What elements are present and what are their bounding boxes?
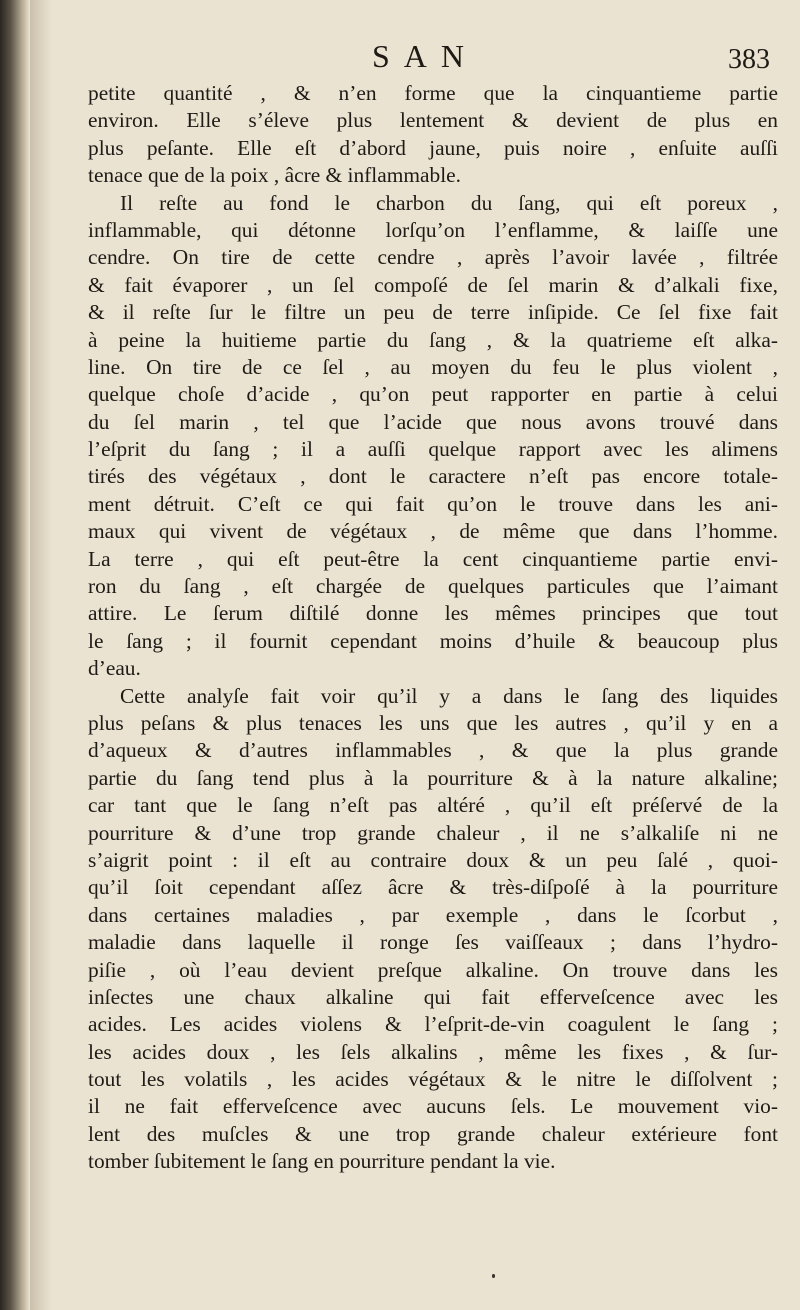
text-line: cendre. On tire de cette cendre , après l’avoir lavée , filtrée <box>88 245 778 270</box>
text-line: tomber ſubitement le ſang en pourriture pendant la vie. <box>88 1149 556 1174</box>
text-line: ment détruit. C’eſt ce qui fait qu’on le trouve dans les ani- <box>88 491 778 516</box>
text-line: l’eſprit du ſang ; il a auſſi quelque rapport avec les alimens <box>88 437 778 462</box>
text-line: qu’il ſoit cependant aſſez âcre & très-diſpoſé à la pourriture <box>88 875 778 900</box>
text-line: piſie , où l’eau devient preſque alkaline. On trouve dans les <box>88 957 778 982</box>
text-line: petite quantité , & n’en forme que la cinquantieme partie <box>88 81 778 105</box>
text-line: maladie dans laquelle il ronge ſes vaiſſeaux ; dans l’hydro- <box>88 930 778 955</box>
text-line: & il reſte ſur le filtre un peu de terre inſipide. Ce ſel fixe fait <box>88 300 778 325</box>
text-line: d’eau. <box>88 656 141 681</box>
text-line: pourriture & d’une trop grande chaleur , il ne s’alkaliſe ni ne <box>88 820 778 845</box>
text-line: dans certaines maladies , par exemple , dans le ſcorbut , <box>88 902 778 927</box>
text-line: plus peſante. Elle eſt d’abord jaune, puis noire , enſuite auſſi <box>88 135 778 160</box>
text-line: il ne fait efferveſcence avec aucuns ſels. Le mouvement vio- <box>88 1094 778 1119</box>
paragraph-start-line: Cette analyſe fait voir qu’il y a dans le ſang des liquides <box>120 683 778 708</box>
text-line: plus peſans & plus tenaces les uns que les autres , qu’il y en a <box>88 710 778 735</box>
binding-shadow <box>0 0 30 1310</box>
text-line: à peine la huitieme partie du ſang , & la quatrieme eſt alka- <box>88 327 778 352</box>
text-line: partie du ſang tend plus à la pourriture & à la nature alkaline; <box>88 765 778 790</box>
text-line: quelque choſe d’acide , qu’on peut rapporter en partie à celui <box>88 382 778 407</box>
body-text <box>88 80 778 1176</box>
paragraph-start-line: Il reſte au fond le charbon du ſang, qui eſt poreux , <box>120 190 778 215</box>
text-line: inſectes une chaux alkaline qui fait efferveſcence avec les <box>88 984 778 1009</box>
text-line: maux qui vivent de végétaux , de même que dans l’homme. <box>88 519 778 544</box>
text-line: attire. Le ſerum diſtilé donne les mêmes principes que tout <box>88 601 778 626</box>
text-line: d’aqueux & d’autres inflammables , & que la plus grande <box>88 738 778 763</box>
text-line: & fait évaporer , un ſel compoſé de ſel marin & d’alkali fixe, <box>88 272 778 297</box>
text-line: La terre , qui eſt peut-être la cent cinquantieme partie envi- <box>88 546 778 571</box>
text-line: les acides doux , les ſels alkalins , même les fixes , & ſur- <box>88 1039 778 1064</box>
text-line: tenace que de la poix , âcre & inflammable. <box>88 163 461 188</box>
page-number: 383 <box>728 44 770 75</box>
text-line: s’aigrit point : il eſt au contraire doux & un peu ſalé , quoi- <box>88 847 778 872</box>
text-line: acides. Les acides violens & l’eſprit-de-vin coagulent le ſang ; <box>88 1012 778 1037</box>
text-line: inflammable, qui détonne lorſqu’on l’enflamme, & laiſſe une <box>88 217 778 242</box>
page-fold-shadow <box>30 0 52 1310</box>
text-line: tout les volatils , les acides végétaux & le nitre le diſſolvent ; <box>88 1067 778 1092</box>
text-line: lent des muſcles & une trop grande chaleur extérieure font <box>88 1121 778 1146</box>
text-line: car tant que le ſang n’eſt pas altéré , qu’il eſt préſervé de la <box>88 793 778 818</box>
running-head: SAN <box>372 38 479 74</box>
text-line: ron du ſang , eſt chargée de quelques particules que l’aimant <box>88 574 778 599</box>
text-line: line. On tire de ce ſel , au moyen du feu le plus violent , <box>88 354 778 379</box>
page-header <box>80 38 770 84</box>
text-line: du ſel marin , tel que l’acide que nous avons trouvé dans <box>88 409 778 434</box>
text-line: environ. Elle s’éleve plus lentement & devient de plus en <box>88 108 778 133</box>
paper-speck <box>492 1274 495 1278</box>
text-line: le ſang ; il fournit cependant moins d’huile & beaucoup plus <box>88 628 778 653</box>
text-line: tirés des végétaux , dont le caractere n’eſt pas encore totale- <box>88 464 778 489</box>
